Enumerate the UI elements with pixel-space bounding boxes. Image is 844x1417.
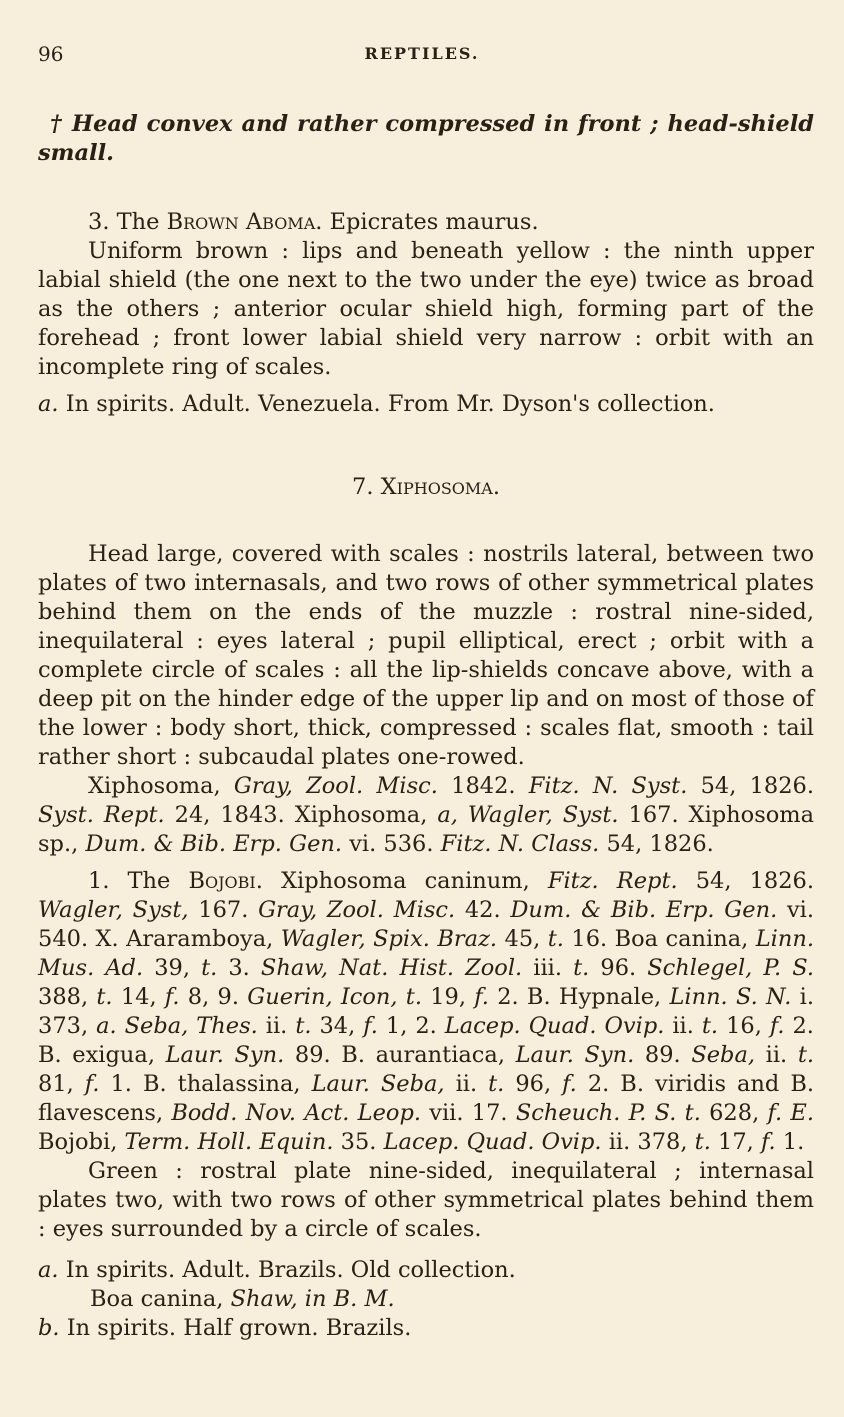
specimen-b: b. In spirits. Half grown. Brazils. [38, 1315, 412, 1341]
specimen-a-note: Boa canina, Shaw, in B. M. [90, 1286, 395, 1312]
reference-citation: ii. [257, 1013, 296, 1039]
reference-authority: Term. Holl. Equin. [124, 1129, 334, 1155]
reference-citation: 2. B. Hypnale, [488, 984, 670, 1010]
reference-authority: Seba, [691, 1042, 756, 1068]
species-3-title: 3. The Brown Aboma. Epicrates maurus. [88, 209, 539, 235]
reference-citation: 1. [775, 1129, 805, 1155]
reference-citation: ii. [755, 1042, 798, 1068]
species-1-references [38, 868, 814, 1155]
reference-authority: Gray, Zool. Misc. [258, 897, 456, 923]
reference-citation: vi. 540. X. Araramboya, [38, 897, 815, 952]
species-1-description: Green : rostral plate nine-sided, inequilateral ; internasal plates two, with two rows of other symmetrical plates behind them : eyes surrounded by a circle of scales. [38, 1158, 814, 1242]
reference-authority: f. [164, 984, 180, 1010]
reference-citation: 42. [455, 897, 511, 923]
reference-citation: iii. [522, 955, 574, 981]
reference-citation: ii. 378, [601, 1129, 695, 1155]
reference-authority: Wagler, Syst, [38, 897, 189, 923]
reference-authority: t. [295, 1013, 312, 1039]
page-number: 96 [38, 42, 64, 66]
reference-citation: ii. [664, 1013, 702, 1039]
reference-citation: 96, [504, 1071, 563, 1097]
genus-synonymy: Xiphosoma, Gray, Zool. Misc. 1842. Fitz. N. Syst. 54, 1826. Syst. Rept. 24, 1843. Xiphosoma, a, Wagler, Syst. 167. Xiphosoma sp., Dum. & Bib. Erp. Gen. vi. 536. Fitz. N. Class. 54, 1826. [38, 773, 815, 857]
reference-citation: 54, 1826. [677, 868, 815, 894]
reference-authority: Laur. Syn. [515, 1042, 635, 1068]
reference-citation: vii. 17. [421, 1100, 516, 1126]
reference-authority: Lacep. Quad. Ovip. [383, 1129, 602, 1155]
specimen-a: a. In spirits. Adult. Brazils. Old collection. [38, 1257, 516, 1283]
reference-authority: t. [201, 955, 218, 981]
genus-heading: 7. Xiphosoma. [352, 474, 500, 500]
reference-authority: Wagler, Spix. Braz. [280, 926, 498, 952]
reference-citation: 388, [38, 984, 97, 1010]
species-3-common-name: Brown Aboma. [166, 209, 323, 235]
section-heading-text: Head convex and rather compressed in front ; head-shield small. [38, 111, 814, 166]
reference-citation: 167. [188, 897, 259, 923]
species-3-specimen: a. In spirits. Adult. Venezuela. From Mr. Dyson's collection. [38, 391, 715, 417]
reference-citation: 35. [333, 1129, 384, 1155]
reference-citation: 2. B. viridis and B. flavescens, [38, 1071, 815, 1126]
reference-authority: Fitz. Rept. [547, 868, 678, 894]
reference-authority: t. [573, 955, 590, 981]
reference-authority: Linn. S. N. [669, 984, 792, 1010]
reference-authority: f. E. [767, 1100, 814, 1126]
species-1-latin-name: Xiphosoma caninum, [280, 868, 530, 894]
reference-authority: t. [694, 1129, 711, 1155]
reference-citation: 16, [718, 1013, 770, 1039]
reference-citation: 628, [700, 1100, 768, 1126]
reference-citation: 17, [710, 1129, 761, 1155]
reference-authority: f. [84, 1071, 100, 1097]
section-heading [38, 110, 814, 168]
reference-citation: 19, [421, 984, 475, 1010]
reference-authority: t. [797, 1042, 815, 1068]
reference-authority: Scheuch. P. S. t. [515, 1100, 701, 1126]
reference-citation: 1, 2. [377, 1013, 445, 1039]
reference-authority: f. [760, 1129, 776, 1155]
reference-citation: 34, [311, 1013, 364, 1039]
reference-authority: Laur. Syn. [165, 1042, 285, 1068]
reference-citation: 39, [143, 955, 202, 981]
reference-authority: t. [547, 926, 564, 952]
reference-authority: Dum. & Bib. Erp. Gen. [510, 897, 778, 923]
reference-authority: Schlegel, P. S. [647, 955, 814, 981]
species-1-common-name: Bojobi. [188, 868, 263, 894]
reference-citation: 89. B. aurantiaca, [284, 1042, 516, 1068]
reference-citation: 14, [112, 984, 165, 1010]
reference-authority: f. [769, 1013, 785, 1039]
species-3-description: Uniform brown : lips and beneath yellow : the ninth upper labial shield (the one next to the two under the eye) twice as broad as the others ; anterior ocular shield high, forming part of the forehead ; front lower labial shield very narrow : orbit with an incomplete ring of scales. [38, 238, 814, 380]
reference-citation: 16. Boa canina, [563, 926, 756, 952]
dagger-mark: † [50, 111, 63, 137]
reference-authority: Bodd. Nov. Act. Leop. [171, 1100, 422, 1126]
reference-authority: Lacep. Quad. Ovip. [444, 1013, 665, 1039]
reference-citation: 96. [589, 955, 648, 981]
reference-authority: f. [363, 1013, 378, 1039]
reference-citation: 3. [217, 955, 261, 981]
genus-description: Head large, covered with scales : nostrils lateral, between two plates of two internasals, and two rows of other symmetrical plates behind them on the ends of the muzzle : rostral nine-sided, inequilateral : eyes lateral ; pupil elliptical, erect ; orbit with a complete circle of scales : all the lip-shields concave above, with a deep pit on the hinder edge of the upper lip and on most of those of the lower : body short, thick, compressed : scales flat, smooth : tail rather short : subcaudal plates one-rowed. [38, 541, 814, 770]
species-1-entry: 1. The Bojobi. Xiphosoma caninum, Fitz. Rept. 54, 1826. Wagler, Syst, 167. Gray, Zool. Misc. 42. Dum. & Bib. Erp. Gen. vi. 540. X. Araramboya, Wagler, Spix. Braz. 45, t. 16. Boa canina, Linn. Mus. Ad. 39, t. 3. Shaw, Nat. Hist. Zool. iii. t. 96. Schlegel, P. S. 388, t. 14, f. 8, 9. Guerin, Icon, t. 19, f. 2. B. Hypnale, Linn. S. N. i. 373, a. Seba, Thes. ii. t. 34, f. 1, 2. Lacep. Quad. Ovip. ii. t. 16, f. 2. B. exigua, Laur. Syn. 89. B. aurantiaca, Laur. Syn. 89. Seba, ii. t. 81, f. 1. B. thalassina, Laur. Seba, ii. t. 96, f. 2. B. viridis and B. flavescens, Bodd. Nov. Act. Leop. vii. 17. Scheuch. P. S. t. 628, f. E. Bojobi, Term. Holl. Equin. 35. Lacep. Quad. Ovip. ii. 378, t. 17, f. 1. [38, 868, 815, 1155]
reference-citation: 45, [497, 926, 548, 952]
reference-authority: Laur. Seba, [311, 1071, 445, 1097]
reference-citation: i. 373, [38, 984, 814, 1039]
reference-authority: Guerin, Icon, t. [247, 984, 422, 1010]
reference-authority: t. [96, 984, 113, 1010]
reference-authority: t. [488, 1071, 505, 1097]
reference-authority: t. [701, 1013, 719, 1039]
species-3-latin-name: Epicrates maurus. [329, 209, 539, 235]
reference-authority: Shaw, Nat. Hist. Zool. [260, 955, 523, 981]
reference-citation: ii. [444, 1071, 489, 1097]
reference-citation: 2. B. exigua, [38, 1013, 814, 1068]
reference-authority: Linn. Mus. Ad. [38, 926, 814, 981]
reference-citation: 81, [38, 1071, 85, 1097]
reference-authority: f. [562, 1071, 577, 1097]
page-body [38, 110, 814, 1343]
reference-citation: 1. B. thalassina, [99, 1071, 312, 1097]
reference-citation: Bojobi, [38, 1129, 125, 1155]
reference-citation: 8, 9. [179, 984, 248, 1010]
reference-authority: a. Seba, Thes. [96, 1013, 258, 1039]
page-header [38, 42, 806, 72]
running-title: REPTILES. [364, 44, 480, 63]
reference-citation: 89. [634, 1042, 692, 1068]
reference-authority: f. [474, 984, 489, 1010]
